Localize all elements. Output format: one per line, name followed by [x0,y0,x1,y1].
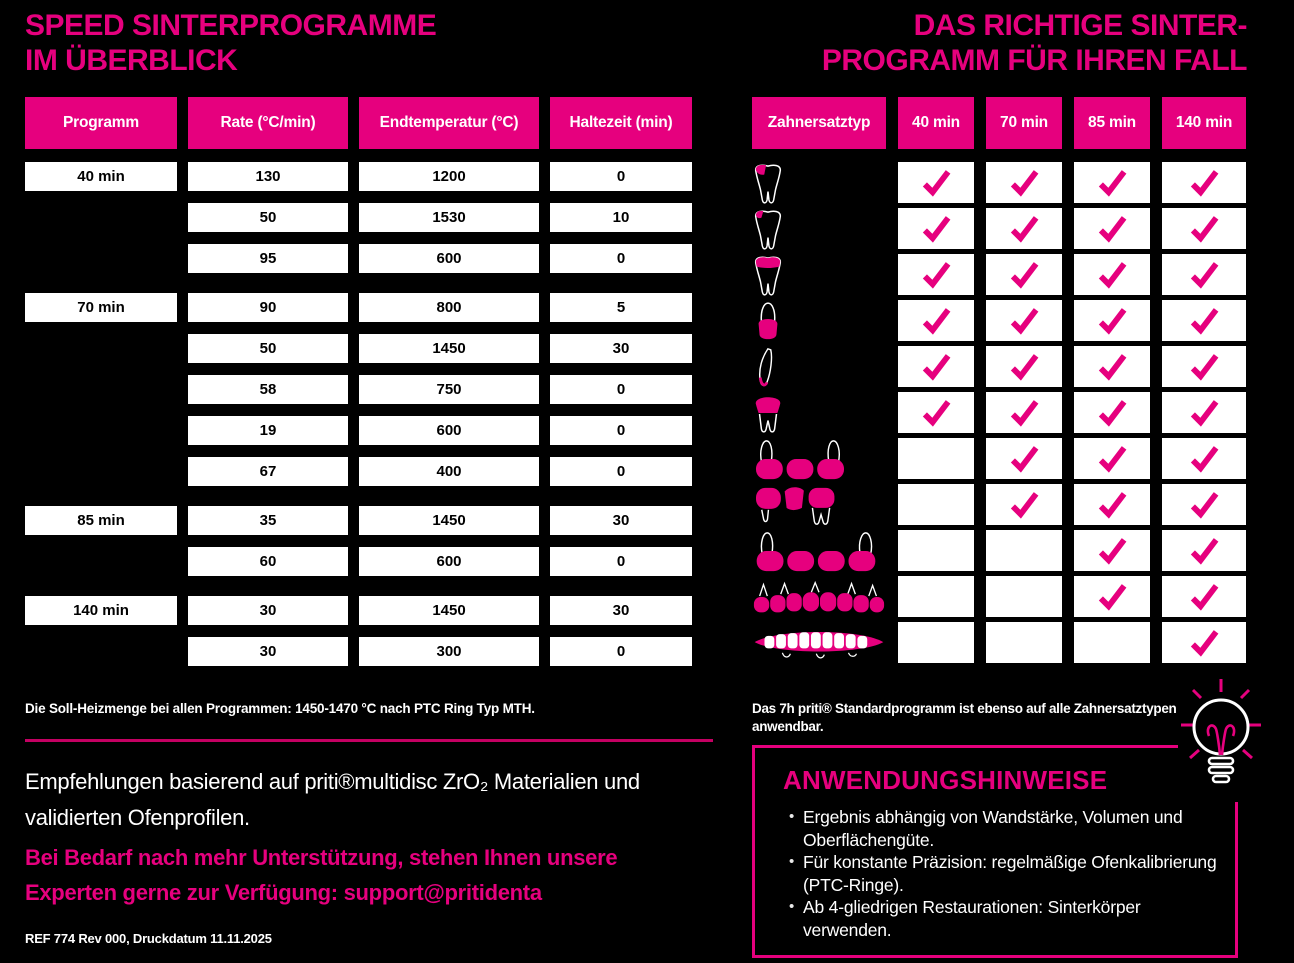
program-name-empty [25,334,177,363]
step-value-cell: 10 [550,203,692,232]
step-value-cell: 0 [550,457,692,486]
case-table-header-cell: 85 min [1074,97,1150,149]
checkmark-icon [1188,398,1221,427]
check-cell-checked [1074,208,1150,249]
checkmark-icon [920,398,953,427]
program-table-header [25,97,693,149]
step-value-cell: 600 [359,244,539,273]
check-cell-checked [1162,484,1246,525]
checkmark-icon [1096,490,1129,519]
application-hints-box [752,745,1238,958]
step-value-cell: 800 [359,293,539,322]
bridge-3-unit-molar-icon [752,484,886,528]
checkmark-icon [1188,260,1221,289]
page-title-left-line1: SPEED SINTERPROGRAMME [25,9,437,42]
step-value-cell: 30 [550,334,692,363]
inlay-tooth-icon [752,162,886,206]
step-value-cell: 19 [188,416,348,445]
check-cell-checked [1074,392,1150,433]
check-cell-checked [1162,162,1246,203]
checkmark-icon [1188,214,1221,243]
full-arch-bridge-icon [752,576,886,618]
step-value-cell: 0 [550,375,692,404]
checkmark-icon [1096,398,1129,427]
program-table [25,97,693,678]
checkmark-icon [920,214,953,243]
program-name-empty [25,457,177,486]
check-cell-checked [1162,346,1246,387]
checkmark-icon [1008,490,1041,519]
case-table-header-cell: 40 min [898,97,974,149]
checkmark-icon [1096,582,1129,611]
step-value-cell: 0 [550,162,692,191]
program-step-row [25,596,693,625]
bridge-4-unit-icon [752,530,886,574]
check-cell-checked [986,254,1062,295]
step-value-cell: 58 [188,375,348,404]
step-value-cell: 0 [550,244,692,273]
onlay-tooth-icon [752,208,886,252]
check-cell-checked [986,438,1062,479]
program-table-header-cell: Endtemperatur (°C) [359,97,539,149]
veneer-tooth-icon [752,346,886,390]
program-name-empty [25,244,177,273]
zahnersatz-row [752,622,1244,663]
checkmark-icon [1008,214,1041,243]
case-table-header [752,97,1244,149]
check-cell-checked [1074,300,1150,341]
step-value-cell: 750 [359,375,539,404]
check-cell-checked [1162,576,1246,617]
step-value-cell: 5 [550,293,692,322]
checkmark-icon [1188,352,1221,381]
support-note: Bei Bedarf nach mehr Unterstützung, stehen Ihnen unsere Experten gerne zur Verfügung: support@pritidenta [25,845,618,905]
program-step-row [25,506,693,535]
checkmark-icon [920,168,953,197]
hint-item: • Ergebnis abhängig von Wandstärke, Volumen und Oberflächengüte. [803,806,1221,851]
lightbulb-icon [1178,676,1264,802]
program-name-cell: 140 min [25,596,177,625]
checkmark-icon [1096,260,1129,289]
zahnersatz-row [752,576,1244,617]
step-value-cell: 30 [550,596,692,625]
step-value-cell: 400 [359,457,539,486]
check-cell-checked [1074,346,1150,387]
checkmark-icon [1188,168,1221,197]
checkmark-icon [1096,168,1129,197]
checkmark-icon [1188,628,1221,657]
step-value-cell: 35 [188,506,348,535]
program-table-header-cell: Rate (°C/min) [188,97,348,149]
check-cell-checked [1162,392,1246,433]
step-value-cell: 300 [359,637,539,666]
program-name-cell: 70 min [25,293,177,322]
step-value-cell: 1200 [359,162,539,191]
check-cell-checked [986,392,1062,433]
step-value-cell: 30 [550,506,692,535]
check-cell-checked [1162,300,1246,341]
checkmark-icon [920,352,953,381]
crown-tooth-icon [752,392,886,436]
checkmark-icon [1008,260,1041,289]
check-cell-checked [898,346,974,387]
application-hints-title: ANWENDUNGSHINWEISE [783,765,1108,795]
step-value-cell: 0 [550,416,692,445]
zahnersatz-row [752,438,1244,479]
check-cell-empty [898,438,974,479]
check-cell-checked [1074,254,1150,295]
check-cell-checked [898,162,974,203]
program-step-row [25,162,693,191]
page-title-left-line2: IM ÜBERBLICK [25,44,238,77]
check-cell-empty [986,530,1062,571]
step-value-cell: 1530 [359,203,539,232]
check-cell-checked [1074,162,1150,203]
page-title-right [700,8,1247,78]
zahnersatz-row [752,346,1244,387]
checkmark-icon [920,260,953,289]
check-cell-checked [986,346,1062,387]
recommendation-text: Empfehlungen basierend auf priti®multidisc ZrO₂ Materialien und validierten Ofenprofilen. [25,769,640,830]
check-cell-checked [1074,438,1150,479]
left-footnote: Die Soll-Heizmenge bei allen Programmen: 1450-1470 °C nach PTC Ring Typ MTH. [25,701,535,716]
zahnersatz-row [752,484,1244,525]
zahnersatz-row [752,254,1244,295]
page-title-right-line1: DAS RICHTIGE SINTER- [913,9,1247,42]
case-table-header-cell: 140 min [1162,97,1246,149]
hint-item: • Für konstante Präzision: regelmäßige Ofenkalibrierung (PTC-Ringe). [803,851,1221,896]
check-cell-empty [898,576,974,617]
step-value-cell: 600 [359,547,539,576]
check-cell-checked [1162,254,1246,295]
program-name-empty [25,637,177,666]
page-title-right-line2: PROGRAMM FÜR IHREN FALL [821,44,1247,77]
step-value-cell: 67 [188,457,348,486]
checkmark-icon [1188,306,1221,335]
check-cell-checked [1162,622,1246,663]
program-step-row [25,547,693,576]
divider-line [25,739,713,742]
step-value-cell: 60 [188,547,348,576]
program-name-cell: 85 min [25,506,177,535]
step-value-cell: 50 [188,203,348,232]
program-step-row [25,375,693,404]
step-value-cell: 1450 [359,506,539,535]
case-table-header-cell: 70 min [986,97,1062,149]
checkmark-icon [1008,444,1041,473]
program-step-row [25,203,693,232]
right-footnote: Das 7h priti® Standardprogramm ist ebenso auf alle Zahnersatztypen anwendbar. [752,701,1177,734]
check-cell-checked [1162,530,1246,571]
checkmark-icon [1096,444,1129,473]
program-name-empty [25,203,177,232]
program-table-body [25,162,693,666]
occlusal-veneer-tooth-icon [752,254,886,298]
case-table [752,97,1244,668]
checkmark-icon [1188,444,1221,473]
check-cell-empty [986,576,1062,617]
checkmark-icon [1096,306,1129,335]
program-name-empty [25,547,177,576]
check-cell-empty [898,484,974,525]
checkmark-icon [1008,168,1041,197]
step-value-cell: 1450 [359,596,539,625]
checkmark-icon [1188,582,1221,611]
checkmark-icon [920,306,953,335]
zahnersatz-row [752,208,1244,249]
program-name-empty [25,416,177,445]
program-table-header-cell: Programm [25,97,177,149]
check-cell-empty [898,530,974,571]
check-cell-checked [898,208,974,249]
program-step-row [25,334,693,363]
partial-crown-tooth-icon [752,300,886,344]
step-value-cell: 0 [550,637,692,666]
step-value-cell: 600 [359,416,539,445]
check-cell-checked [898,254,974,295]
program-step-row [25,457,693,486]
step-value-cell: 1450 [359,334,539,363]
program-table-header-cell: Haltezeit (min) [550,97,692,149]
step-value-cell: 130 [188,162,348,191]
step-value-cell: 90 [188,293,348,322]
program-step-row [25,293,693,322]
program-step-row [25,244,693,273]
check-cell-checked [986,208,1062,249]
zahnersatz-row [752,300,1244,341]
bridge-3-unit-icon [752,438,886,482]
check-cell-empty [898,622,974,663]
checkmark-icon [1008,306,1041,335]
check-cell-checked [986,162,1062,203]
hint-item: • Ab 4-gliedrigen Restaurationen: Sinterkörper verwenden. [803,896,1221,941]
zahnersatz-row [752,162,1244,203]
program-step-row [25,416,693,445]
program-name-cell: 40 min [25,162,177,191]
checkmark-icon [1096,352,1129,381]
check-cell-checked [1162,208,1246,249]
ref-line: REF 774 Rev 000, Druckdatum 11.11.2025 [25,931,272,946]
step-value-cell: 95 [188,244,348,273]
step-value-cell: 30 [188,596,348,625]
checkmark-icon [1096,214,1129,243]
checkmark-icon [1008,398,1041,427]
zahnersatz-row [752,392,1244,433]
case-table-header-cell: Zahnersatztyp [752,97,886,149]
program-name-empty [25,375,177,404]
page-title-left [25,8,585,78]
check-cell-checked [1074,576,1150,617]
application-hints-list [803,806,1221,941]
check-cell-checked [986,300,1062,341]
step-value-cell: 0 [550,547,692,576]
step-value-cell: 30 [188,637,348,666]
check-cell-checked [1074,530,1150,571]
check-cell-checked [1162,438,1246,479]
step-value-cell: 50 [188,334,348,363]
check-cell-checked [1074,484,1150,525]
check-cell-checked [898,300,974,341]
case-table-body [752,162,1244,663]
zahnersatz-row [752,530,1244,571]
check-cell-empty [986,622,1062,663]
program-step-row [25,637,693,666]
checkmark-icon [1188,490,1221,519]
check-cell-empty [1074,622,1150,663]
checkmark-icon [1008,352,1041,381]
checkmark-icon [1188,536,1221,565]
checkmark-icon [1096,536,1129,565]
full-denture-icon [752,622,886,663]
check-cell-checked [898,392,974,433]
check-cell-checked [986,484,1062,525]
